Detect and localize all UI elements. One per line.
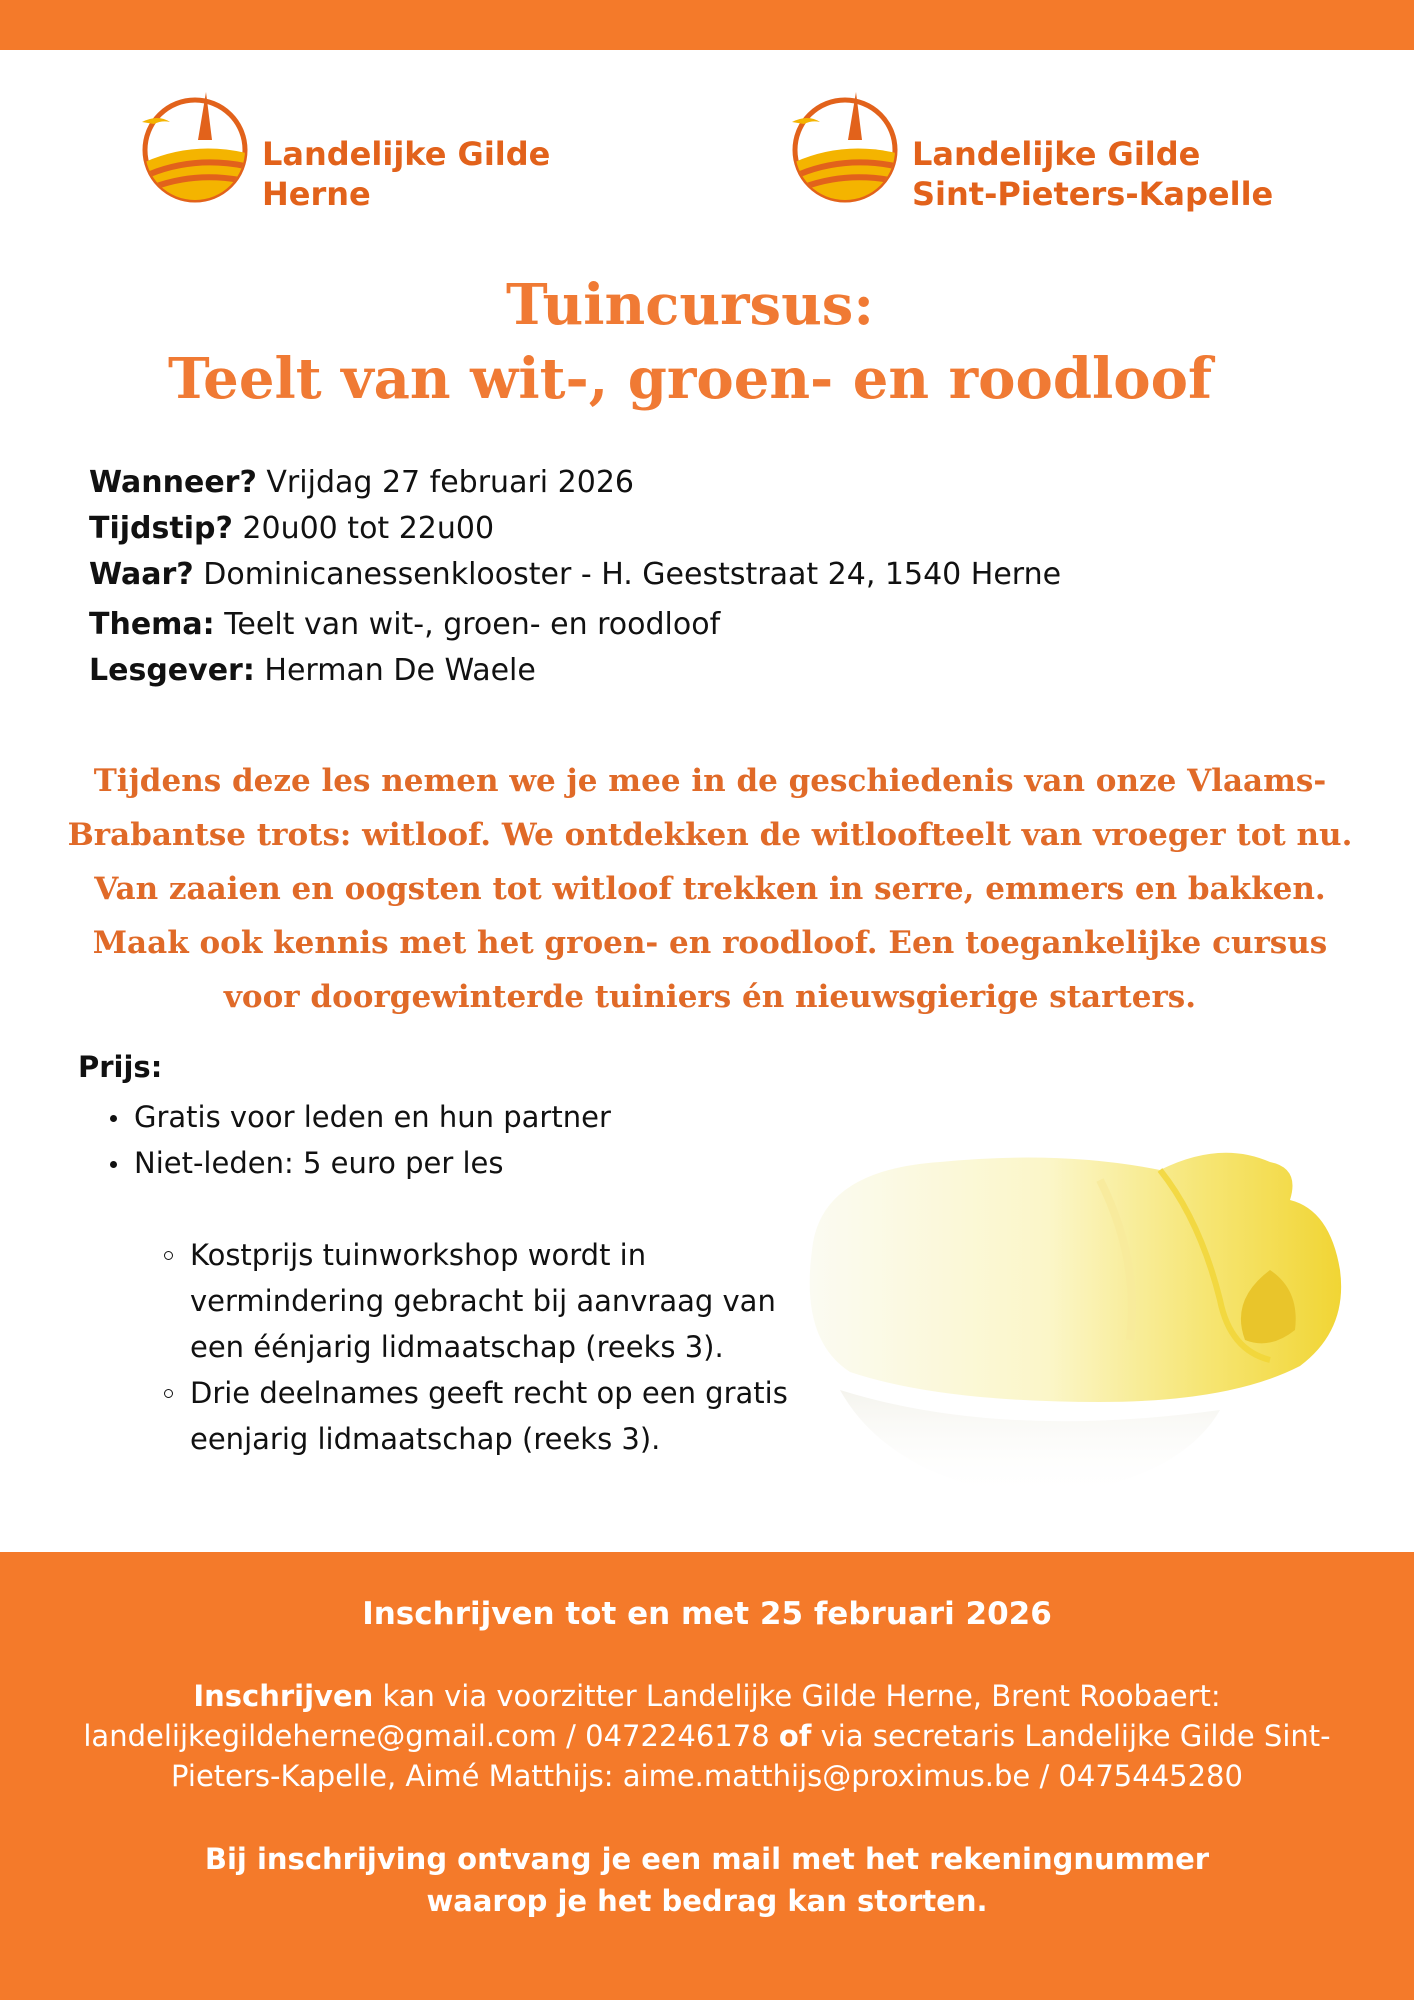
landelijke-gilde-logo-icon — [790, 92, 900, 204]
logo-spk-line2: Sint-Pieters-Kapelle — [912, 175, 1274, 213]
detail-value: Vrijdag 27 februari 2026 — [256, 465, 634, 500]
endive-image — [800, 1140, 1360, 1550]
detail-label: Tijdstip? — [89, 511, 233, 546]
enrollment-deadline: Inschrijven tot en met 25 februari 2026 — [362, 1596, 1052, 1632]
detail-where — [89, 552, 1061, 598]
detail-value: Teelt van wit-, groen- en roodloof — [214, 607, 721, 642]
enrollment-text-part1: kan via voorzitter Landelijke Gilde Herne, Brent Roobaert: landelijkegildeherne@gmail.com / 0472246178 — [83, 1679, 1221, 1753]
title-line1: Tuincursus: — [506, 272, 874, 338]
detail-theme — [89, 602, 1061, 648]
page-title — [0, 268, 1380, 416]
price-item: Niet-leden: 5 euro per les — [100, 1140, 611, 1186]
title-line2: Teelt van wit-, groen- en roodloof — [167, 346, 1213, 412]
enrollment-text-part2: via secretaris Landelijke Gilde Sint-Pieters-Kapelle, Aimé Matthijs: aime.matthijs@proximus.be / 0475445280 — [171, 1719, 1331, 1793]
enrollment-or: of — [778, 1719, 812, 1753]
detail-value: 20u00 tot 22u00 — [232, 511, 495, 546]
logo-spk-line1: Landelijke Gilde — [912, 135, 1201, 173]
enrollment-section — [0, 1552, 1414, 2000]
price-subitem: Drie deelnames geeft recht op een gratis eenjarig lidmaatschap (reeks 3). — [158, 1370, 818, 1462]
detail-label: Lesgever: — [89, 653, 255, 688]
price-sublist — [158, 1232, 818, 1462]
price-label: Prijs: — [78, 1050, 163, 1084]
detail-time — [89, 506, 1061, 552]
detail-value: Herman De Waele — [254, 653, 536, 688]
event-details — [89, 460, 1061, 694]
detail-label: Waar? — [89, 557, 194, 592]
enrollment-note: Bij inschrijving ontvang je een mail met het rekeningnummer waarop je het bedrag kan storten. — [204, 1842, 1210, 1918]
detail-value: Dominicanessenklooster - H. Geeststraat 24, 1540 Herne — [193, 557, 1062, 592]
top-bar — [0, 0, 1414, 50]
price-item: Gratis voor leden en hun partner — [100, 1094, 611, 1140]
landelijke-gilde-logo-icon — [140, 92, 250, 204]
logo-herne-line2: Herne — [262, 175, 371, 213]
logo-herne-line1: Landelijke Gilde — [262, 135, 551, 173]
price-list — [100, 1094, 611, 1186]
detail-when — [89, 460, 1061, 506]
detail-label: Wanneer? — [89, 465, 257, 500]
price-subitem: Kostprijs tuinworkshop wordt in vermindering gebracht bij aanvraag van een éénjarig lidmaatschap (reeks 3). — [158, 1232, 818, 1370]
enrollment-text — [80, 1676, 1334, 1796]
enrollment-lead: Inschrijven — [193, 1679, 374, 1713]
detail-teacher — [89, 648, 1061, 694]
intro-text: Tijdens deze les nemen we je mee in de geschiedenis van onze Vlaams-Brabantse trots: witloof. We ontdekken de witloofteelt van vroeger tot nu. Van zaaien en oogsten tot witloof trekken in serre, emmers en bakken. Maak ook kennis met het groen- en roodloof. Een toegankelijke cursus voor doorgewinterde tuiniers én nieuwsgierige starters. — [67, 763, 1353, 1015]
detail-label: Thema: — [89, 607, 215, 642]
